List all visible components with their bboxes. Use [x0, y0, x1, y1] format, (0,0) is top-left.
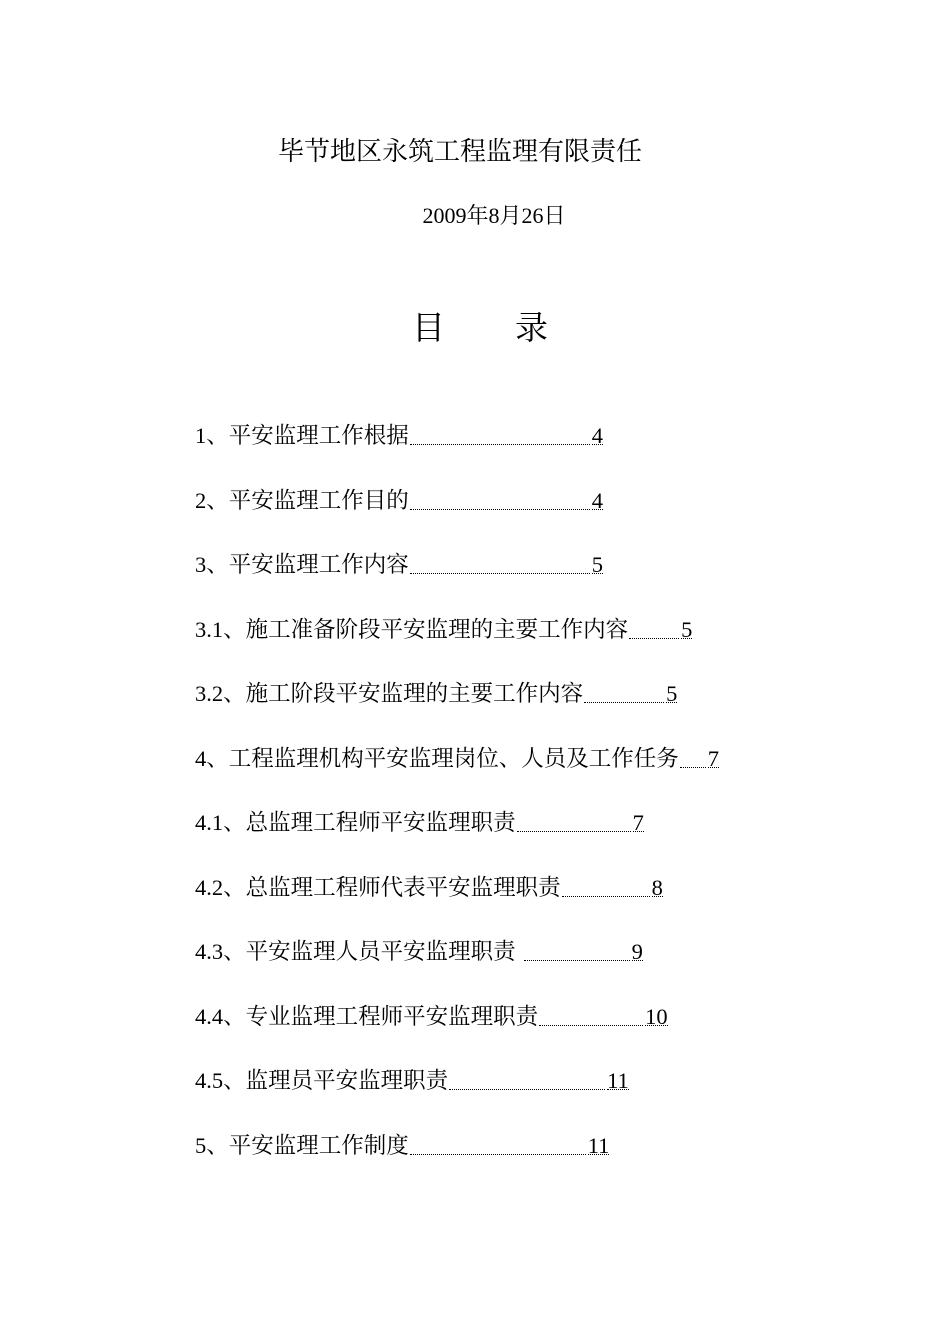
toc-entry-page: 10 [645, 999, 668, 1026]
toc-entry-label: 1、平安监理工作根据 [195, 423, 409, 448]
toc-entry-label: 3.2、施工阶段平安监理的主要工作内容 [195, 681, 584, 706]
dot-leader [410, 483, 590, 510]
toc-entry-page: 5 [666, 676, 677, 703]
toc-entry-label: 4.5、监理员平安监理职责 [195, 1068, 449, 1093]
toc-entry[interactable] [195, 1128, 719, 1193]
dot-leader [410, 1128, 586, 1155]
toc-entry[interactable] [195, 1063, 719, 1128]
toc-entry-page: 11 [588, 1128, 610, 1155]
toc-entry[interactable] [195, 483, 719, 548]
toc-entry[interactable] [195, 870, 719, 935]
toc-entry-page: 5 [592, 547, 603, 574]
toc-entry-label: 5、平安监理工作制度 [195, 1132, 409, 1158]
dot-leader [680, 741, 706, 768]
dot-leader [629, 612, 679, 639]
toc-entry[interactable] [195, 676, 719, 741]
toc-entry[interactable] [195, 741, 719, 806]
toc-entry-label: 3.1、施工准备阶段平安监理的主要工作内容 [195, 616, 629, 642]
dot-leader [562, 870, 650, 897]
document-date: 2009年8月26日 [422, 203, 566, 228]
dot-leader [410, 547, 590, 574]
company-name: 毕节地区永筑工程监理有限责任 [277, 137, 642, 167]
toc-entry[interactable] [195, 999, 719, 1064]
dot-leader [539, 999, 643, 1026]
dot-leader [584, 676, 664, 703]
dot-leader [410, 418, 590, 445]
toc-entry-label: 4.1、总监理工程师平安监理职责 [195, 810, 516, 835]
toc-entry-page: 9 [632, 934, 643, 961]
toc-entry-page: 4 [592, 418, 603, 445]
toc-entry-page: 7 [708, 741, 719, 768]
toc-entry-label: 4.4、专业监理工程师平安监理职责 [195, 1003, 539, 1029]
toc-entry[interactable] [195, 418, 719, 483]
toc-entry-label: 2、平安监理工作目的 [195, 487, 409, 513]
toc-entry-page: 4 [592, 483, 603, 510]
toc-entry[interactable] [195, 547, 719, 612]
dot-leader [524, 934, 630, 961]
toc-entry[interactable] [195, 934, 719, 999]
dot-leader [449, 1063, 605, 1090]
toc-entry-label: 3、平安监理工作内容 [195, 552, 409, 577]
toc-entry-page: 7 [633, 805, 644, 832]
toc-entry-label: 4.3、平安监理人员平安监理职责 [195, 939, 516, 964]
toc-entry-label: 4、工程监理机构平安监理岗位、人员及工作任务 [195, 745, 679, 771]
toc-entry-label: 4.2、总监理工程师代表平安监理职责 [195, 874, 561, 900]
dot-leader [517, 805, 631, 832]
toc-entry-page: 8 [652, 870, 663, 897]
toc-title: 目录 [412, 308, 618, 347]
toc-entry-page: 5 [681, 612, 692, 639]
table-of-contents [195, 418, 719, 1192]
toc-entry[interactable] [195, 805, 719, 870]
toc-entry-page: 11 [607, 1063, 629, 1090]
toc-entry[interactable] [195, 612, 719, 677]
